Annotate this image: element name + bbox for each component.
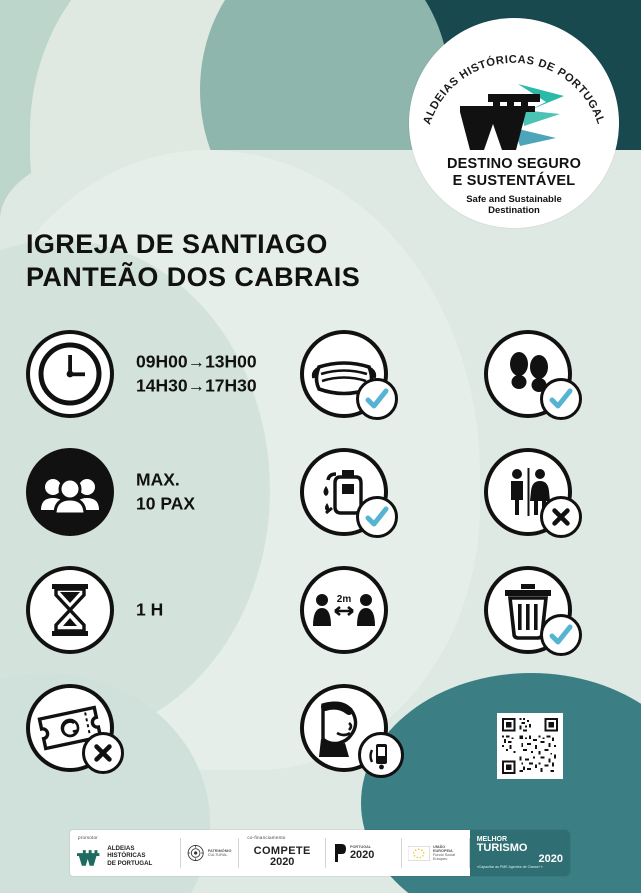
check-badge xyxy=(540,378,582,420)
compete-year: 2020 xyxy=(269,856,295,868)
capacity-line1: MAX. xyxy=(136,469,180,490)
audio-guide-icon xyxy=(300,684,388,772)
portugal-year: 2020 xyxy=(349,848,375,861)
qr-code[interactable] xyxy=(497,713,563,779)
duration-label: 1 H xyxy=(136,599,164,620)
info-item-restrooms xyxy=(484,448,572,536)
award-line2: TURISMO xyxy=(476,842,528,855)
hand-sanitizer-icon xyxy=(300,448,388,536)
footer-portugal2020 xyxy=(326,830,401,876)
footer-promoter xyxy=(70,830,180,876)
footer-partner xyxy=(180,830,238,876)
info-item-mask xyxy=(300,330,388,418)
promoter-brand-line1: ALDEIAS HISTÓRICAS xyxy=(107,845,146,860)
portugal-small: PORTUGAL xyxy=(349,845,372,850)
footprints-icon xyxy=(484,330,572,418)
cross-badge xyxy=(82,732,124,774)
check-badge xyxy=(356,378,398,420)
info-grid xyxy=(0,330,641,773)
info-item-capacity xyxy=(26,448,196,536)
page-title xyxy=(26,228,360,294)
opening-hours-label xyxy=(136,350,257,397)
badge-arc-label: ALDEIAS HISTÓRICAS DE PORTUGAL xyxy=(421,53,607,127)
partner-line2: CULTURAL xyxy=(207,853,228,857)
capacity-label xyxy=(136,468,195,515)
badge-title-line2: E SUSTENTÁVEL xyxy=(452,172,576,189)
info-item-duration xyxy=(26,566,164,654)
check-badge xyxy=(356,496,398,538)
info-item-online-ticket xyxy=(26,684,114,772)
group-people-icon xyxy=(26,448,114,536)
info-item-distance xyxy=(300,566,388,654)
hourglass-icon xyxy=(26,566,114,654)
compete-name: COMPETE xyxy=(253,845,311,857)
audio-device-badge xyxy=(358,732,404,778)
promoter-brand-line2: DE PORTUGAL xyxy=(107,859,153,867)
trash-bin-icon xyxy=(484,566,572,654)
footer-eu xyxy=(401,830,468,876)
footer-award xyxy=(470,830,570,876)
capacity-line2: 10 PAX xyxy=(136,493,196,513)
badge-title-line1: DESTINO SEGURO xyxy=(446,156,582,172)
footer-logos xyxy=(70,830,570,876)
page-title-line2: PANTEÃO DOS CABRAIS xyxy=(26,261,361,292)
badge-subtitle xyxy=(409,194,619,217)
face-mask-icon xyxy=(300,330,388,418)
info-item-audio-guide xyxy=(300,684,388,772)
badge-subtitle-line2: Destination xyxy=(488,205,540,217)
promoter-logo-icon xyxy=(77,845,102,867)
page-title-line1: IGREJA DE SANTIAGO xyxy=(26,229,328,259)
partner-line1: PATRIMÓNIO xyxy=(207,848,232,853)
svg-text:2m: 2m xyxy=(336,594,352,605)
promoter-brand xyxy=(107,845,172,866)
opening-hours-line2: 14H30→17H30 xyxy=(136,375,257,395)
ticket-email-icon xyxy=(26,684,114,772)
clock-icon xyxy=(26,330,114,418)
info-item-opening-hours xyxy=(26,330,257,418)
footer-cofinance-label: co-financiamento xyxy=(247,835,286,840)
info-item-bin xyxy=(484,566,572,654)
heritage-seal-icon xyxy=(187,841,204,865)
info-row xyxy=(0,330,641,419)
check-badge xyxy=(540,614,582,656)
award-line1: MELHOR xyxy=(476,835,508,843)
info-row xyxy=(0,448,641,537)
badge-subtitle-line1: Safe and Sustainable xyxy=(466,194,562,205)
badge-title xyxy=(409,156,619,189)
eu-line2: Fundo Social Europeu xyxy=(432,853,456,862)
eu-flag-icon xyxy=(408,844,429,863)
castle-gate-icon xyxy=(460,80,568,152)
info-item-footprints xyxy=(484,330,572,418)
footer-promoter-label: promotor xyxy=(78,835,98,840)
portugal2020-mark-icon xyxy=(333,843,347,863)
award-note: «Capacitar as PME Agentes de Classe+» xyxy=(476,865,543,870)
award-year: 2020 xyxy=(538,853,564,866)
eu-line1: UNIÃO EUROPEIA xyxy=(432,844,453,853)
info-item-sanitizer xyxy=(300,448,388,536)
cross-badge xyxy=(540,496,582,538)
restrooms-icon xyxy=(484,448,572,536)
info-row xyxy=(0,566,641,655)
brand-badge xyxy=(409,18,619,228)
opening-hours-line1: 09H00→13H00 xyxy=(136,351,257,372)
social-distance-icon xyxy=(300,566,388,654)
footer-compete xyxy=(239,830,325,876)
